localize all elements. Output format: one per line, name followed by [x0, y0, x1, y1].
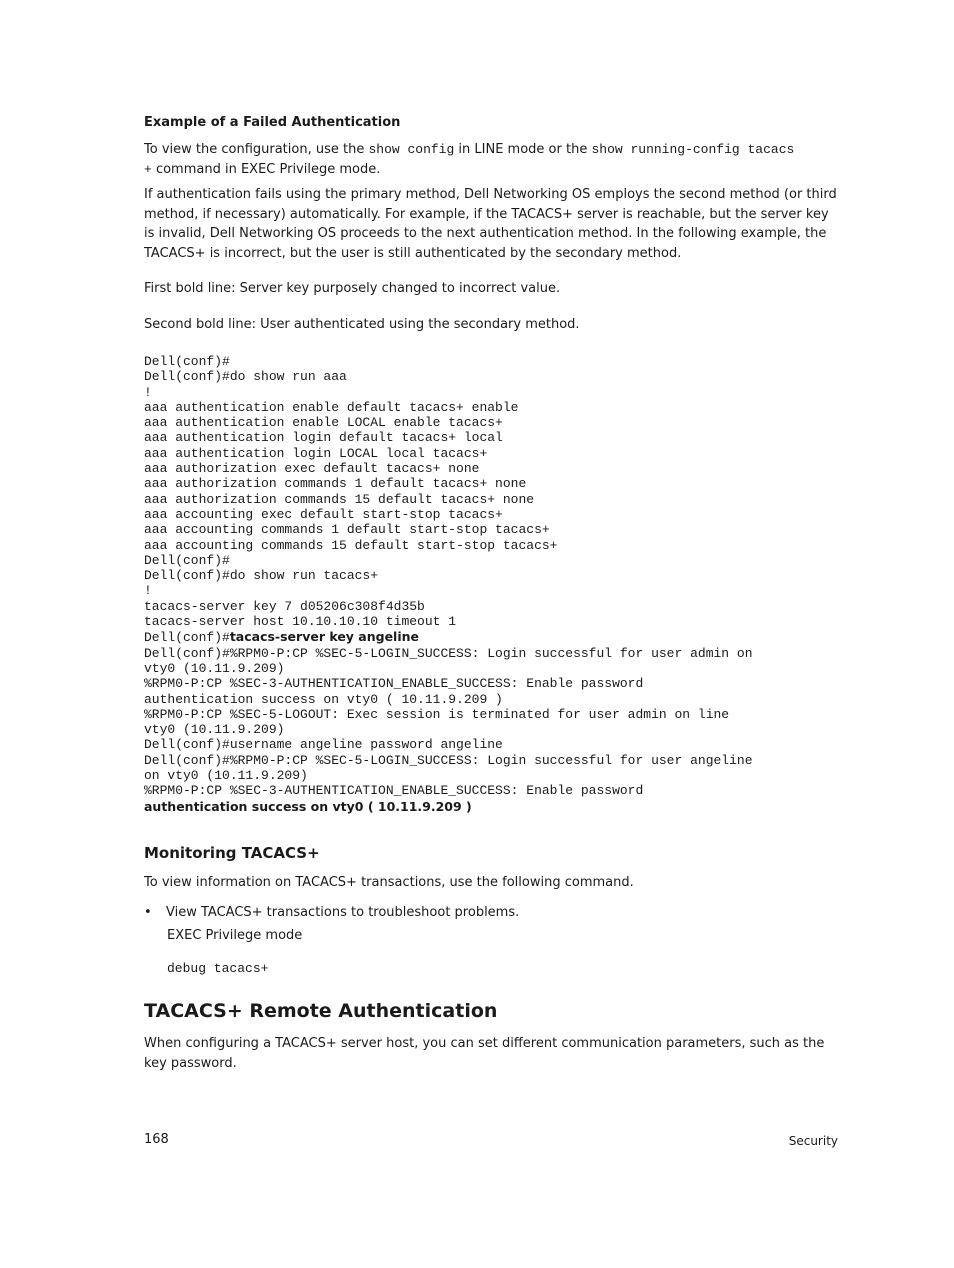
command-mode: EXEC Privilege mode	[167, 928, 303, 944]
code-show-running-config: show running-config tacacs	[591, 142, 795, 157]
failover-paragraph: If authentication fails using the primary method, Dell Networking OS employs the second method (or third method, if necessary) automatically. For example, if the TACACS+ server is reachable, but the server key is invalid, Dell Networking OS proceeds to the next authentication method. In the following example, the TACACS+ is incorrect, but the user is still authenticated by the secondary method.	[144, 187, 837, 261]
remote-auth-heading: TACACS+ Remote Authentication	[144, 1000, 498, 1023]
config-code-block	[144, 354, 840, 815]
section-heading: Example of a Failed Authentication	[144, 115, 401, 130]
bullet-glyph: •	[144, 905, 152, 921]
code-show-config: show config	[368, 142, 455, 157]
page-content	[144, 113, 840, 1073]
intro-text-a: To view the configuration, use the	[144, 142, 369, 157]
code-block-part-a: Dell(conf)# Dell(conf)#do show run aaa ! aaa authentication enable default tacacs+ enable aaa authentication enable LOCAL enable tacacs+ aaa authentication login default tacacs+ local aaa authentication login LOCAL local tacacs+ aaa authorization exec default tacacs+ none aaa authorization commands 1 default tacacs+ none aaa authorization commands 15 default tacacs+ none aaa accounting exec default start-stop tacacs+ aaa accounting commands 1 default start-stop tacacs+ aaa accounting commands 15 default start-stop tacacs+ Dell(conf)# Dell(conf)#do show run tacacs+ ! tacacs-server key 7 d05206c308f4d35b tacacs-server host 10.10.10.10 timeout 1	[144, 354, 558, 630]
intro-text-c: command in EXEC Privilege mode.	[151, 161, 381, 177]
page-number: 168	[144, 1132, 169, 1147]
monitoring-heading: Monitoring TACACS+	[144, 843, 320, 862]
bullet-text: View TACACS+ transactions to troubleshoot problems.	[166, 905, 520, 921]
debug-command: debug tacacs+	[167, 961, 269, 977]
note-first-bold-line: First bold line: Server key purposely changed to incorrect value.	[144, 281, 561, 296]
intro-paragraph	[144, 140, 840, 179]
code-plus: +	[144, 161, 152, 177]
monitoring-intro: To view information on TACACS+ transactions, use the following command.	[144, 874, 634, 890]
intro-text-b: in LINE mode or the	[454, 142, 592, 157]
code-block-part-b: Dell(conf)#%RPM0-P:CP %SEC-5-LOGIN_SUCCESS: Login successful for user admin on vty0 (10.11.9.209) %RPM0-P:CP %SEC-3-AUTHENTICATION_ENABLE_SUCCESS: Enable password authentication success on vty0 ( 10.11.9.209 ) %RPM0-P:CP %SEC-5-LOGOUT: Exec session is terminated for user admin on line vty0 (10.11.9.209) Dell(conf)#username angeline password angeline Dell(conf)#%RPM0-P:CP %SEC-5-LOGIN_SUCCESS: Login successful for user angeline on vty0 (10.11.9.209) %RPM0-P:CP %SEC-3-AUTHENTICATION_ENABLE_SUCCESS: Enable password	[144, 645, 753, 799]
footer-section-name: Security	[788, 1134, 838, 1148]
code-bold-server-key: tacacs-server key angeline	[229, 629, 420, 645]
remote-auth-paragraph: When configuring a TACACS+ server host, you can set different communication parameters, such as the key password.	[144, 1036, 825, 1071]
note-second-bold-line: Second bold line: User authenticated using the secondary method.	[144, 316, 580, 332]
monitoring-bullet-item	[144, 903, 840, 922]
code-bold-auth-success: authentication success on vty0 ( 10.11.9.209 )	[144, 798, 472, 814]
code-prompt: Dell(conf)#	[144, 630, 230, 646]
